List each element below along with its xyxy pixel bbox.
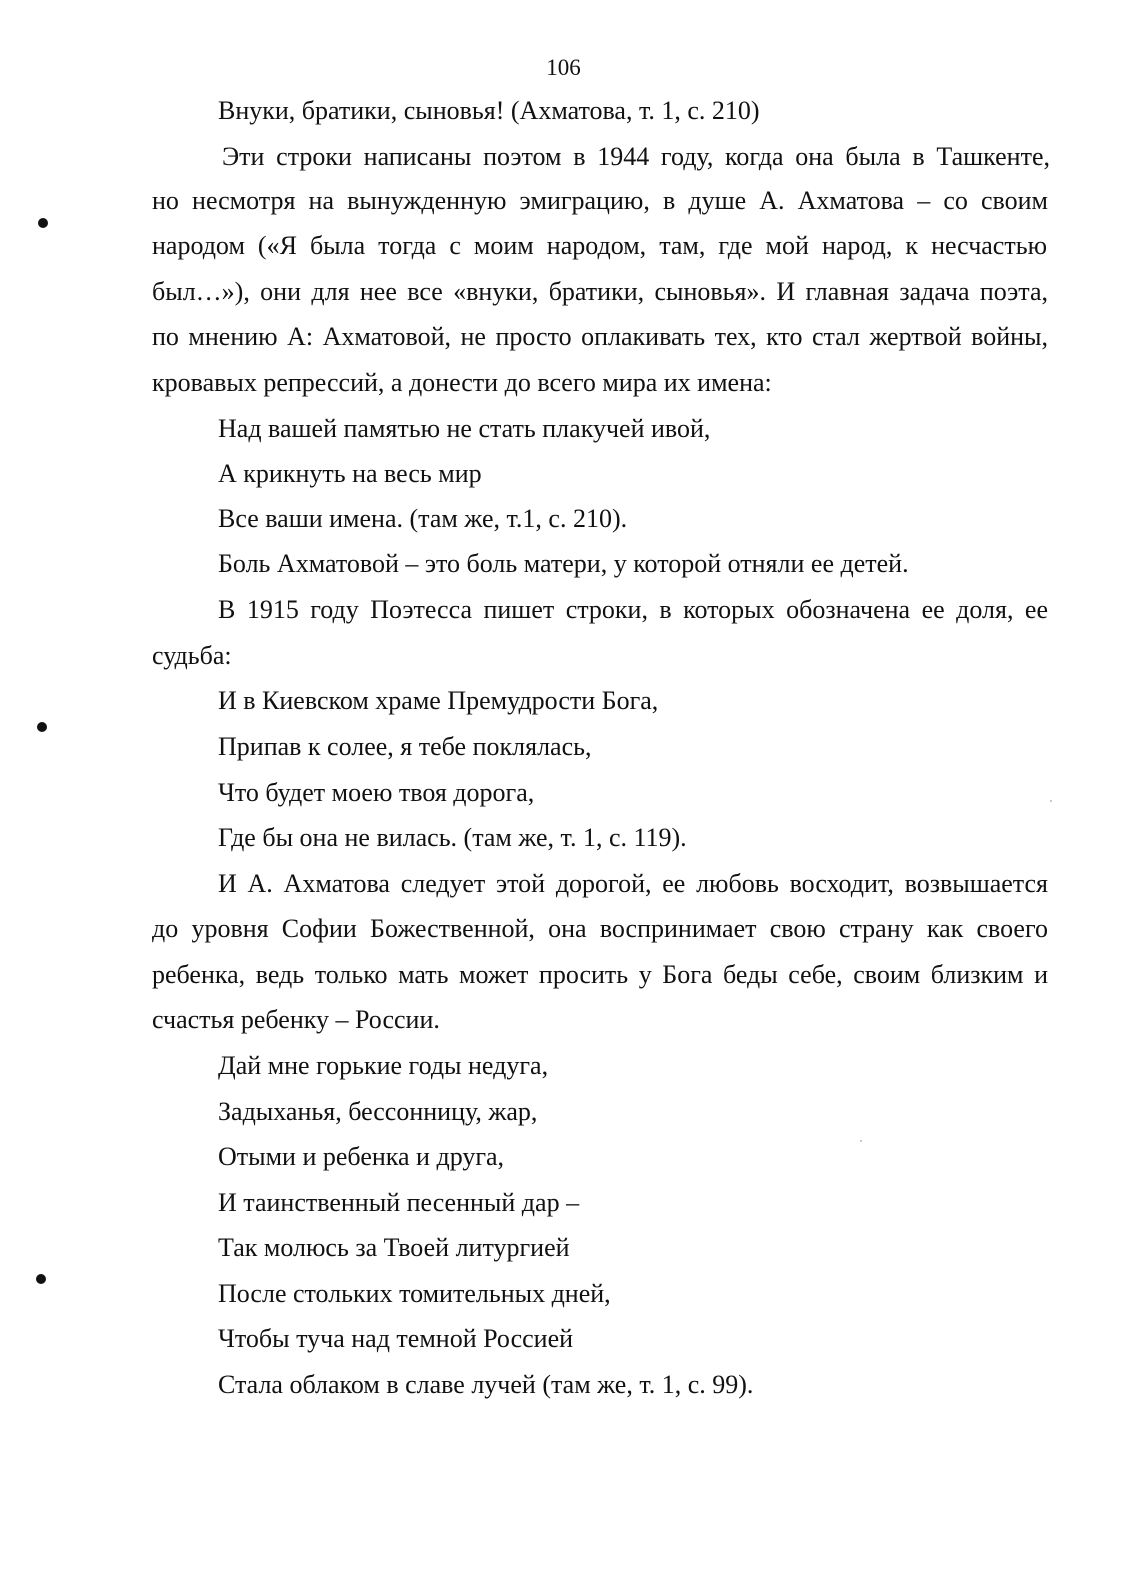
text-line: счастья ребенку – России. — [152, 1005, 440, 1034]
scan-speck — [1050, 800, 1052, 802]
punch-hole-middle — [37, 722, 47, 732]
text-line: ребенка, ведь только мать может просить у Бога беды себе, своим близким и — [152, 960, 1048, 989]
punch-hole-top — [38, 218, 48, 228]
text-line: кровавых репрессий, а донести до всего мира их имена: — [152, 368, 772, 397]
verse-line: Чтобы туча над темной Россией — [218, 1324, 574, 1353]
text-line: Боль Ахматовой – это боль матери, у которой отняли ее детей. — [218, 549, 909, 578]
text-line: до уровня Софии Божественной, она воспринимает свою страну как своего — [152, 914, 1048, 943]
text-line: В 1915 году Поэтесса пишет строки, в которых обозначена ее доля, ее — [218, 595, 1048, 624]
text-line: по мнению А: Ахматовой, не просто оплакивать тех, кто стал жертвой войны, — [152, 322, 1048, 351]
text-line: Внуки, братики, сыновья! (Ахматова, т. 1, с. 210) — [218, 96, 760, 125]
text-line: судьба: — [152, 641, 232, 670]
verse-line: Над вашей памятью не стать плакучей ивой, — [218, 414, 711, 443]
verse-line: Что будет моею твоя дорога, — [218, 778, 535, 807]
verse-line: Припав к солее, я тебе поклялась, — [218, 732, 592, 761]
text-line: был…»), они для нее все «внуки, братики, сыновья». И главная задача поэта, — [152, 277, 1048, 306]
verse-line: И в Киевском храме Премудрости Бога, — [218, 686, 659, 715]
verse-line: Задыханья, бессонницу, жар, — [218, 1097, 538, 1126]
verse-line: Все ваши имена. (там же, т.1, с. 210). — [218, 504, 628, 533]
punch-hole-bottom — [36, 1274, 46, 1284]
verse-line: Отыми и ребенка и друга, — [218, 1142, 505, 1171]
scan-speck — [860, 1140, 862, 1142]
verse-line: Стала облаком в славе лучей (там же, т. 1, с. 99). — [218, 1370, 754, 1399]
page-number: 106 — [546, 55, 581, 80]
text-line: народом («Я была тогда с моим народом, там, где мой народ, к несчастью — [152, 231, 1047, 260]
verse-line: И таинственный песенный дар – — [218, 1188, 580, 1217]
verse-line: Где бы она не вилась. (там же, т. 1, с. 119). — [218, 823, 687, 852]
text-line: И А. Ахматова следует этой дорогой, ее любовь восходит, возвышается — [218, 869, 1048, 898]
verse-line: После стольких томительных дней, — [218, 1279, 611, 1308]
verse-line: Дай мне горькие годы недуга, — [218, 1051, 549, 1080]
verse-line: Так молюсь за Твоей литургией — [218, 1233, 570, 1262]
verse-line: А крикнуть на весь мир — [218, 459, 482, 488]
text-line: Эти строки написаны поэтом в 1944 году, когда она была в Ташкенте, — [222, 142, 1050, 171]
text-line: но несмотря на вынужденную эмиграцию, в душе А. Ахматова – со своим — [152, 186, 1048, 215]
